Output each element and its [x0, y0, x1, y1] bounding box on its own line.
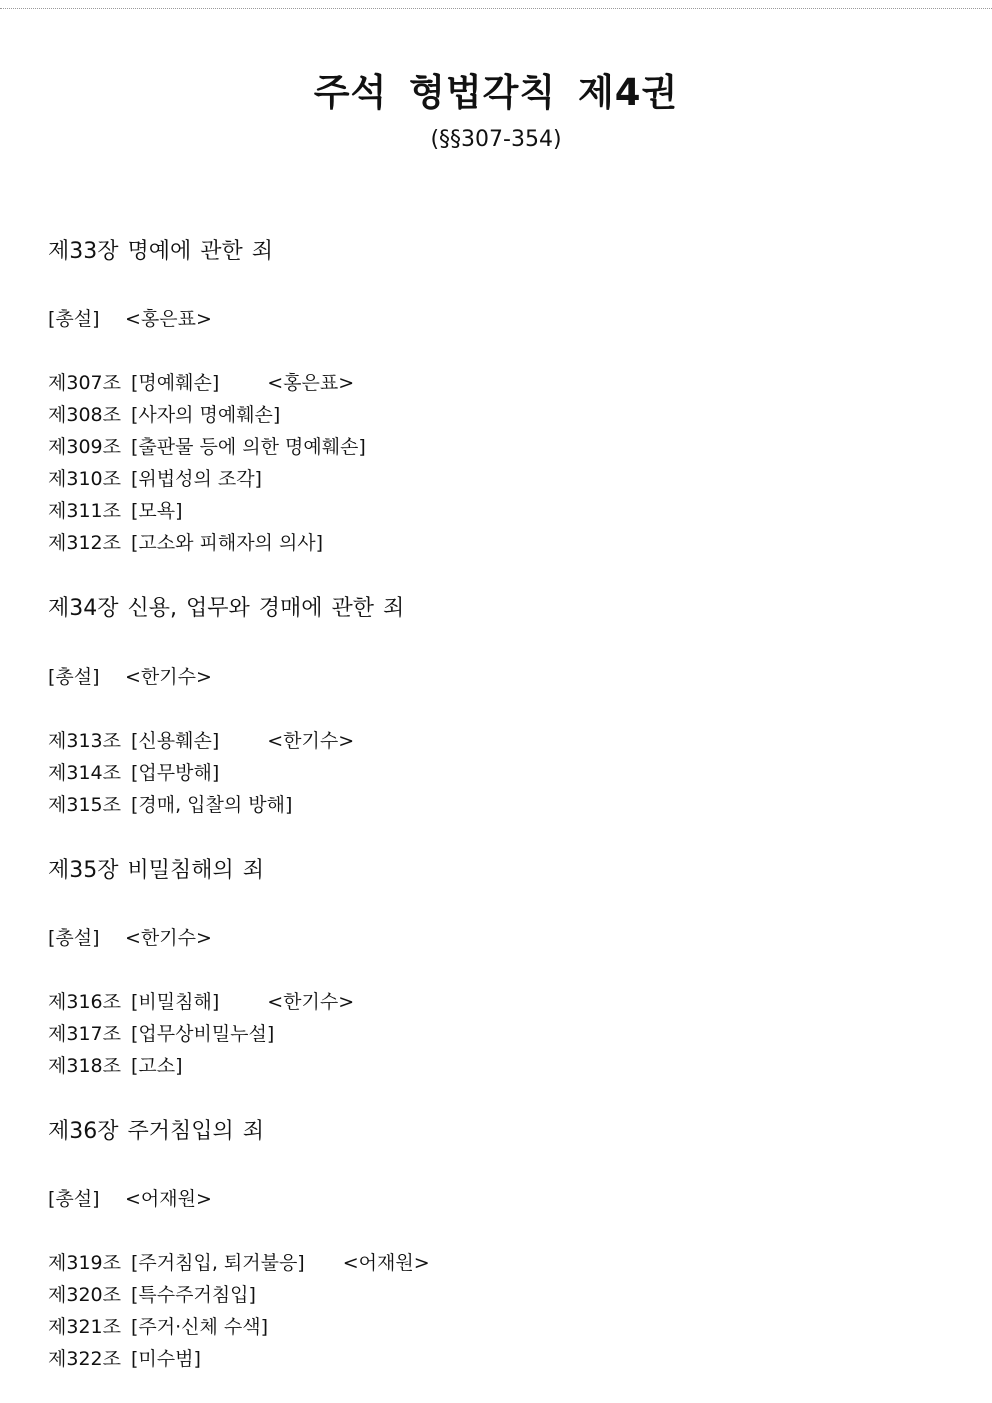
overview-author: <한기수> — [125, 927, 212, 949]
chapter-heading: 제35장 비밀침해의 죄 — [48, 858, 264, 883]
article-title: [출판물 등에 의한 명예훼손] — [130, 436, 366, 458]
article-line — [48, 435, 366, 459]
article-line — [48, 499, 183, 523]
article-title: [미수범] — [130, 1348, 201, 1370]
article-line — [48, 1283, 256, 1307]
overview-author: <홍은표> — [125, 308, 212, 330]
article-number: 제313조 — [48, 730, 121, 752]
article-title: [업무방해] — [130, 762, 220, 784]
article-line — [48, 729, 354, 753]
article-line — [48, 1251, 430, 1275]
overview-author: <한기수> — [125, 666, 212, 688]
article-number: 제318조 — [48, 1055, 121, 1077]
article-number: 제319조 — [48, 1252, 121, 1274]
document-title: 주석 형법각칙 제4권 — [313, 71, 679, 114]
article-title: [신용훼손] — [130, 730, 220, 752]
article-author: <한기수> — [267, 991, 355, 1013]
article-title: [고소] — [130, 1055, 183, 1077]
article-line — [48, 403, 280, 427]
overview-label: [총설] — [48, 666, 100, 688]
chapter-heading: 제33장 명예에 관한 죄 — [48, 239, 273, 264]
overview-author: <어재원> — [125, 1188, 212, 1210]
chapter-heading: 제34장 신용, 업무와 경매에 관한 죄 — [48, 596, 405, 621]
article-number: 제315조 — [48, 794, 121, 816]
article-title: [명예훼손] — [130, 372, 220, 394]
article-title: [특수주거침입] — [130, 1284, 256, 1306]
article-number: 제322조 — [48, 1348, 121, 1370]
chapter-heading: 제36장 주거침입의 죄 — [48, 1119, 264, 1144]
article-number: 제308조 — [48, 404, 121, 426]
article-number: 제309조 — [48, 436, 121, 458]
article-title: [비밀침해] — [130, 991, 220, 1013]
article-line — [48, 1347, 201, 1371]
chapter-overview — [48, 665, 212, 689]
article-line — [48, 990, 354, 1014]
article-author: <홍은표> — [267, 372, 355, 394]
article-title: [위법성의 조각] — [130, 468, 262, 490]
chapter-overview — [48, 307, 212, 331]
article-title: [모욕] — [130, 500, 183, 522]
article-number: 제320조 — [48, 1284, 121, 1306]
chapter-overview — [48, 926, 212, 950]
overview-label: [총설] — [48, 1188, 100, 1210]
article-title: [주거·신체 수색] — [130, 1316, 269, 1338]
article-number: 제312조 — [48, 532, 121, 554]
top-dotted-border — [0, 8, 992, 9]
article-line — [48, 1054, 183, 1078]
article-line — [48, 761, 219, 785]
article-line — [48, 793, 292, 817]
article-number: 제317조 — [48, 1023, 121, 1045]
chapter-overview — [48, 1187, 212, 1211]
article-line — [48, 1022, 274, 1046]
article-title: [사자의 명예훼손] — [130, 404, 281, 426]
article-number: 제316조 — [48, 991, 121, 1013]
article-number: 제321조 — [48, 1316, 121, 1338]
article-title: [경매, 입찰의 방해] — [130, 794, 293, 816]
article-author: <어재원> — [342, 1252, 430, 1274]
document-subtitle: (§§307-354) — [430, 127, 562, 152]
article-number: 제311조 — [48, 500, 121, 522]
article-title: [고소와 피해자의 의사] — [130, 532, 324, 554]
overview-label: [총설] — [48, 927, 100, 949]
article-author: <한기수> — [267, 730, 355, 752]
article-line — [48, 531, 323, 555]
article-line — [48, 467, 262, 491]
article-title: [주거침입, 퇴거불응] — [130, 1252, 305, 1274]
article-number: 제310조 — [48, 468, 121, 490]
article-number: 제307조 — [48, 372, 121, 394]
article-line — [48, 1315, 268, 1339]
article-title: [업무상비밀누설] — [130, 1023, 275, 1045]
article-line — [48, 371, 354, 395]
overview-label: [총설] — [48, 308, 100, 330]
article-number: 제314조 — [48, 762, 121, 784]
